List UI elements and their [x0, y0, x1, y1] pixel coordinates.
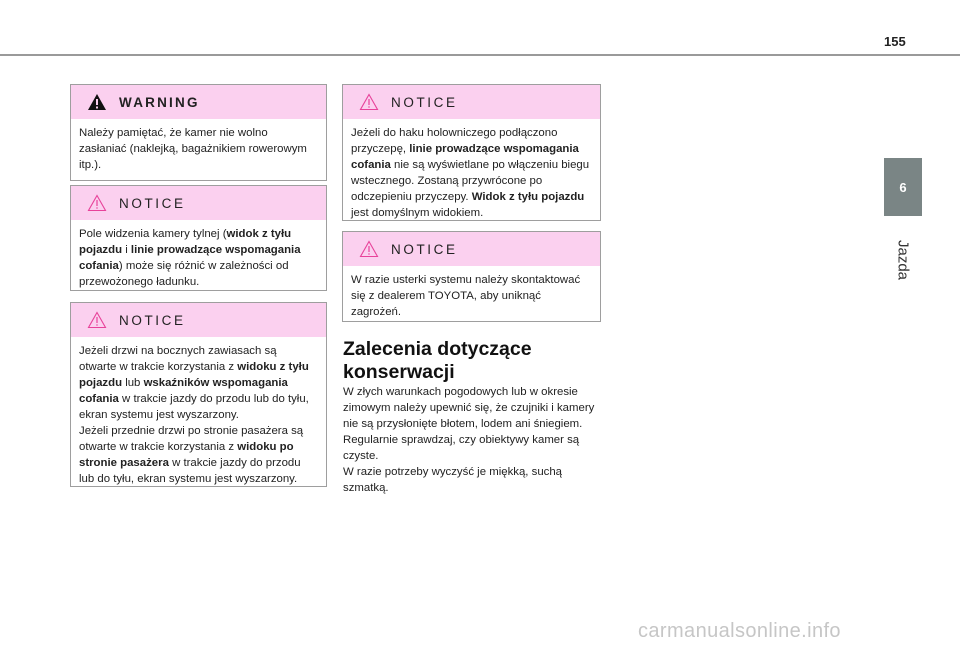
notice-box-trailer: [342, 84, 601, 221]
section-title: Zalecenia dotyczące konserwacji: [343, 338, 532, 383]
notice-icon: [87, 194, 107, 212]
chapter-tab[interactable]: 6: [884, 158, 922, 216]
section-paragraph: W razie potrzeby wyczyść je miękką, suchą szmatką.: [343, 466, 563, 494]
notice-title: NOTICE: [391, 241, 458, 257]
section-body: [343, 384, 605, 496]
section-paragraph: W złych warunkach pogodowych lub w okresie zimowym należy upewnić się, że czujniki i kamery nie są przysłonięte błotem, lodem ani śniegiem.: [343, 386, 595, 430]
notice-box-doors: [70, 302, 327, 487]
notice-text: Pole widzenia kamery tylnej (widok z tyłu pojazdu i linie prowadzące wspomagania cofania) może się różnić w zależności od przewożonego ładunku.: [79, 228, 301, 288]
notice-header: [71, 186, 326, 220]
notice-box-malfunction: [342, 231, 601, 322]
notice-icon: [87, 311, 107, 329]
top-rule: [0, 54, 960, 56]
notice-text: Jeżeli do haku holowniczego podłączono przyczepę, linie prowadzące wspomagania cofania nie są wyświetlane po włączeniu biegu wstecznego. Zostaną przywrócone po odczepieniu przyczepy. Widok z tyłu pojazdu jest domyślnym widokiem.: [351, 127, 590, 219]
notice-header: [343, 85, 600, 119]
notice-icon: [359, 240, 379, 258]
section-paragraph: Regularnie sprawdzaj, czy obiektywy kamer są czyste.: [343, 434, 580, 462]
warning-header: [71, 85, 326, 119]
notice-text: Jeżeli drzwi na bocznych zawiasach są otwarte w trakcie korzystania z widoku z tyłu pojazdu lub wskaźników wspomagania cofania w trakcie jazdy do przodu lub do tyłu, ekran systemu jest wyszarzony. Jeżeli przednie drzwi po stronie pasażera są otwarte w trakcie korzystania z widoku po stronie pasażera w trakcie jazdy do przodu lub do tyłu, ekran systemu jest wyszarzony.: [79, 345, 309, 485]
warning-text: Należy pamiętać, że kamer nie wolno zasłaniać (naklejką, bagażnikiem rowerowym itp.).: [79, 127, 307, 171]
notice-box-camera-field: [70, 185, 327, 291]
notice-text: W razie usterki systemu należy skontaktować się z dealerem TOYOTA, aby uniknąć zagrożeń.: [351, 274, 581, 318]
warning-icon: [87, 93, 107, 111]
notice-title: NOTICE: [391, 94, 458, 110]
notice-title: NOTICE: [119, 195, 186, 211]
notice-header: [343, 232, 600, 266]
chapter-label: Jazda: [894, 239, 912, 281]
notice-title: NOTICE: [119, 312, 186, 328]
warning-box: [70, 84, 327, 181]
notice-header: [71, 303, 326, 337]
notice-icon: [359, 93, 379, 111]
watermark: carmanualsonline.info: [638, 620, 841, 642]
page-number: 155: [884, 34, 906, 49]
warning-title: WARNING: [119, 94, 200, 110]
